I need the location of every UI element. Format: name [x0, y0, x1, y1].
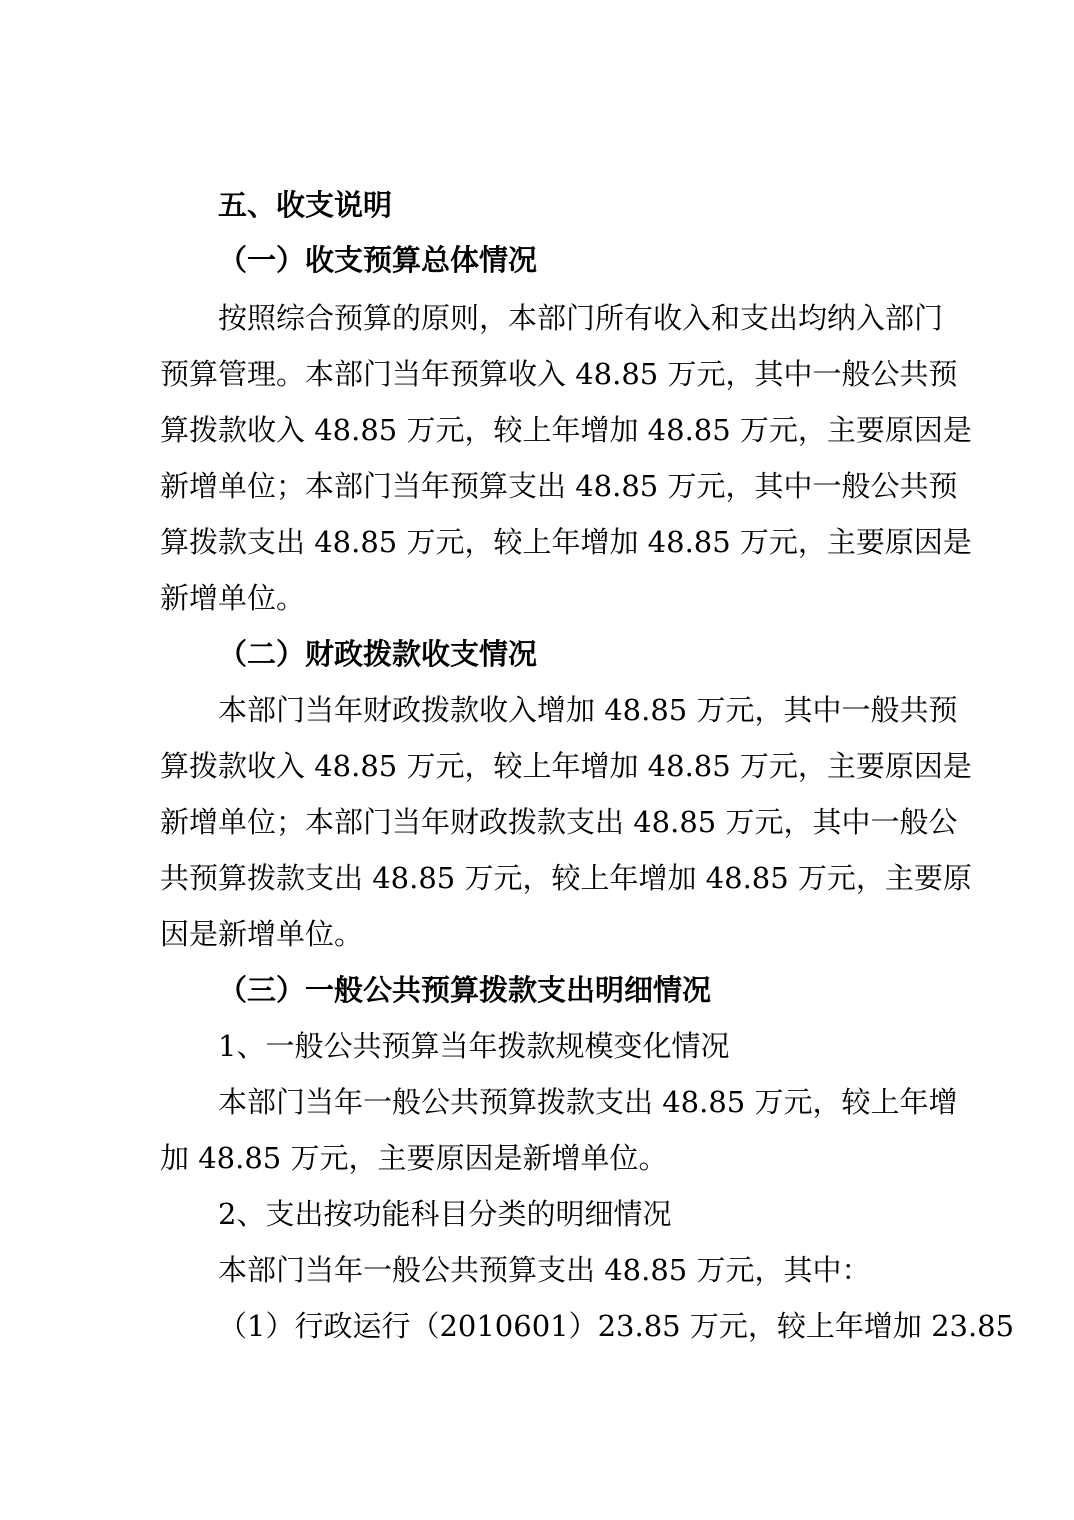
paragraph-line: （1）行政运行（2010601）23.85 万元，较上年增加 23.85: [218, 1309, 1015, 1343]
paragraph-line: 新增单位；本部门当年财政拨款支出 48.85 万元，其中一般公: [160, 805, 958, 839]
paragraph-line: 新增单位。: [160, 581, 306, 615]
paragraph-line: 算拨款支出 48.85 万元，较上年增加 48.85 万元，主要原因是: [160, 525, 972, 559]
section-title: 五、收支说明: [218, 188, 393, 222]
paragraph-line: 按照综合预算的原则，本部门所有收入和支出均纳入部门: [218, 301, 944, 335]
paragraph-line: 预算管理。本部门当年预算收入 48.85 万元，其中一般公共预: [160, 357, 958, 391]
item-title-2: 2、支出按功能科目分类的明细情况: [218, 1197, 672, 1231]
subsection-heading-3: （三）一般公共预算拨款支出明细情况: [218, 973, 712, 1007]
item-title-1: 1、一般公共预算当年拨款规模变化情况: [218, 1029, 730, 1063]
paragraph-line: 本部门当年财政拨款收入增加 48.85 万元，其中一般共预: [218, 693, 958, 727]
subsection-heading-2: （二）财政拨款收支情况: [218, 637, 538, 671]
paragraph-line: 因是新增单位。: [160, 917, 364, 951]
paragraph-line: 共预算拨款支出 48.85 万元，较上年增加 48.85 万元，主要原: [160, 861, 972, 895]
paragraph-line: 算拨款收入 48.85 万元，较上年增加 48.85 万元，主要原因是: [160, 413, 972, 447]
paragraph-line: 本部门当年一般公共预算支出 48.85 万元，其中：: [218, 1253, 871, 1287]
subsection-heading-1: （一）收支预算总体情况: [218, 243, 538, 277]
paragraph-line: 加 48.85 万元，主要原因是新增单位。: [160, 1141, 668, 1175]
paragraph-line: 新增单位；本部门当年预算支出 48.85 万元，其中一般公共预: [160, 469, 958, 503]
paragraph-line: 算拨款收入 48.85 万元，较上年增加 48.85 万元，主要原因是: [160, 749, 972, 783]
paragraph-line: 本部门当年一般公共预算拨款支出 48.85 万元，较上年增: [218, 1085, 958, 1119]
